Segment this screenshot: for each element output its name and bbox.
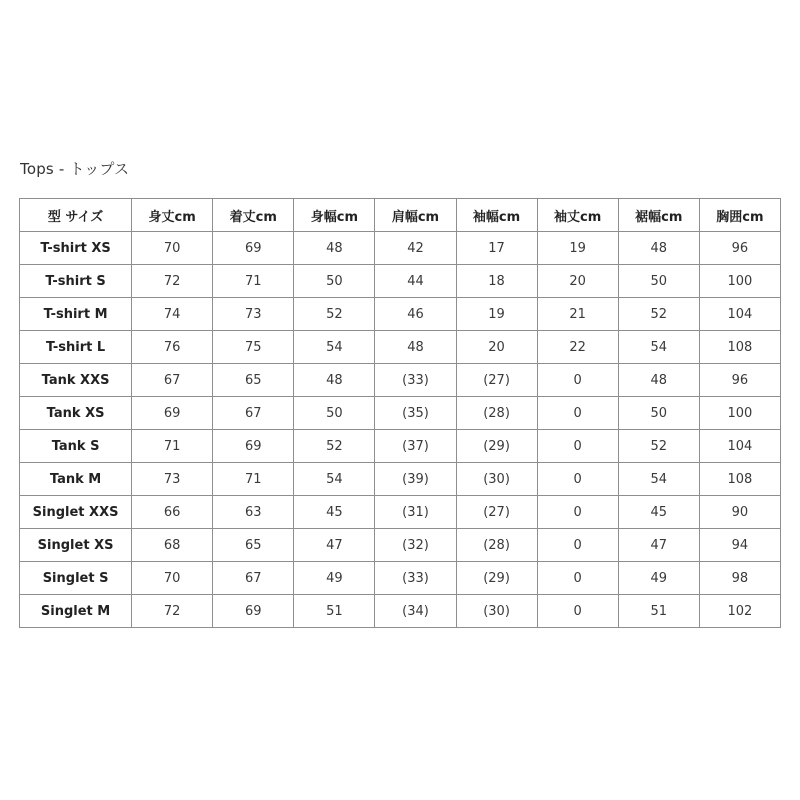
table-cell: 0	[537, 463, 618, 496]
table-cell: 63	[213, 496, 294, 529]
table-row	[20, 595, 781, 628]
table-cell: 48	[294, 364, 375, 397]
table-cell: 48	[618, 364, 699, 397]
table-cell: 0	[537, 364, 618, 397]
table-cell: 20	[456, 331, 537, 364]
table-cell: (32)	[375, 529, 456, 562]
row-size-label: T-shirt M	[20, 298, 132, 331]
table-cell: 54	[618, 331, 699, 364]
table-cell: 54	[618, 463, 699, 496]
table-cell: 50	[618, 265, 699, 298]
table-cell: 100	[699, 265, 780, 298]
table-cell: 73	[132, 463, 213, 496]
column-header-body-width: 身幅cm	[294, 199, 375, 232]
table-cell: 70	[132, 562, 213, 595]
table-cell: 47	[294, 529, 375, 562]
table-cell: 18	[456, 265, 537, 298]
column-header-total-length: 着丈cm	[213, 199, 294, 232]
table-row	[20, 298, 781, 331]
row-size-label: T-shirt XS	[20, 232, 132, 265]
table-cell: 94	[699, 529, 780, 562]
table-cell: 65	[213, 364, 294, 397]
table-cell: 19	[456, 298, 537, 331]
table-cell: (29)	[456, 562, 537, 595]
table-cell: 50	[294, 397, 375, 430]
table-row	[20, 265, 781, 298]
table-cell: 51	[294, 595, 375, 628]
column-header-chest: 胸囲cm	[699, 199, 780, 232]
table-cell: 54	[294, 463, 375, 496]
table-caption: Tops - トップス	[20, 160, 130, 178]
table-cell: 69	[213, 595, 294, 628]
size-chart-table	[19, 198, 781, 628]
table-cell: 75	[213, 331, 294, 364]
row-size-label: Tank M	[20, 463, 132, 496]
table-cell: 22	[537, 331, 618, 364]
table-cell: 20	[537, 265, 618, 298]
row-size-label: Singlet XXS	[20, 496, 132, 529]
table-cell: 48	[618, 232, 699, 265]
table-row	[20, 496, 781, 529]
row-size-label: T-shirt L	[20, 331, 132, 364]
column-header-body-length: 身丈cm	[132, 199, 213, 232]
table-cell: 68	[132, 529, 213, 562]
table-cell: 44	[375, 265, 456, 298]
table-cell: 50	[618, 397, 699, 430]
column-header-sleeve-length: 袖丈cm	[537, 199, 618, 232]
table-cell: 72	[132, 265, 213, 298]
table-cell: (27)	[456, 496, 537, 529]
table-cell: 71	[213, 463, 294, 496]
table-cell: 54	[294, 331, 375, 364]
table-header-row	[20, 199, 781, 232]
row-size-label: Singlet S	[20, 562, 132, 595]
column-header-shoulder-width: 肩幅cm	[375, 199, 456, 232]
table-cell: 0	[537, 529, 618, 562]
table-cell: (30)	[456, 595, 537, 628]
row-size-label: Singlet XS	[20, 529, 132, 562]
table-cell: (29)	[456, 430, 537, 463]
row-size-label: Tank XS	[20, 397, 132, 430]
column-header-size: 型 サイズ	[20, 199, 132, 232]
table-cell: 69	[132, 397, 213, 430]
table-row	[20, 430, 781, 463]
table-cell: 69	[213, 232, 294, 265]
table-cell: 51	[618, 595, 699, 628]
table-row	[20, 364, 781, 397]
table-cell: 65	[213, 529, 294, 562]
row-size-label: T-shirt S	[20, 265, 132, 298]
table-cell: 71	[132, 430, 213, 463]
table-cell: 76	[132, 331, 213, 364]
table-cell: 67	[213, 562, 294, 595]
table-cell: 46	[375, 298, 456, 331]
table-row	[20, 529, 781, 562]
table-cell: 104	[699, 298, 780, 331]
table-cell: (35)	[375, 397, 456, 430]
table-row	[20, 463, 781, 496]
table-cell: 73	[213, 298, 294, 331]
table-cell: 17	[456, 232, 537, 265]
table-cell: (28)	[456, 529, 537, 562]
table-row	[20, 232, 781, 265]
table-cell: (34)	[375, 595, 456, 628]
table-cell: 108	[699, 463, 780, 496]
table-cell: 52	[294, 298, 375, 331]
table-cell: 0	[537, 496, 618, 529]
row-size-label: Tank XXS	[20, 364, 132, 397]
table-cell: 96	[699, 232, 780, 265]
table-cell: 100	[699, 397, 780, 430]
table-cell: 52	[618, 430, 699, 463]
column-header-sleeve-width: 袖幅cm	[456, 199, 537, 232]
table-cell: 67	[132, 364, 213, 397]
table-cell: (30)	[456, 463, 537, 496]
table-cell: 45	[618, 496, 699, 529]
table-cell: (27)	[456, 364, 537, 397]
table-row	[20, 331, 781, 364]
table-cell: (31)	[375, 496, 456, 529]
table-cell: (39)	[375, 463, 456, 496]
table-cell: 104	[699, 430, 780, 463]
row-size-label: Tank S	[20, 430, 132, 463]
table-cell: 66	[132, 496, 213, 529]
table-cell: 42	[375, 232, 456, 265]
table-cell: 0	[537, 562, 618, 595]
table-cell: (33)	[375, 562, 456, 595]
table-cell: 71	[213, 265, 294, 298]
table-cell: 90	[699, 496, 780, 529]
table-cell: (37)	[375, 430, 456, 463]
table-cell: 48	[294, 232, 375, 265]
table-cell: (33)	[375, 364, 456, 397]
row-size-label: Singlet M	[20, 595, 132, 628]
table-cell: 48	[375, 331, 456, 364]
table-cell: 52	[294, 430, 375, 463]
table-cell: 0	[537, 430, 618, 463]
table-cell: 70	[132, 232, 213, 265]
table-cell: 72	[132, 595, 213, 628]
column-header-hem-width: 裾幅cm	[618, 199, 699, 232]
table-cell: 21	[537, 298, 618, 331]
table-cell: (28)	[456, 397, 537, 430]
table-cell: 69	[213, 430, 294, 463]
table-cell: 45	[294, 496, 375, 529]
table-cell: 52	[618, 298, 699, 331]
table-row	[20, 397, 781, 430]
table-cell: 49	[618, 562, 699, 595]
table-cell: 47	[618, 529, 699, 562]
table-cell: 108	[699, 331, 780, 364]
table-cell: 19	[537, 232, 618, 265]
table-row	[20, 562, 781, 595]
table-cell: 96	[699, 364, 780, 397]
table-body	[20, 232, 781, 628]
table-cell: 50	[294, 265, 375, 298]
table-cell: 74	[132, 298, 213, 331]
table-cell: 67	[213, 397, 294, 430]
table-cell: 102	[699, 595, 780, 628]
table-cell: 49	[294, 562, 375, 595]
table-cell: 98	[699, 562, 780, 595]
table-cell: 0	[537, 595, 618, 628]
table-cell: 0	[537, 397, 618, 430]
